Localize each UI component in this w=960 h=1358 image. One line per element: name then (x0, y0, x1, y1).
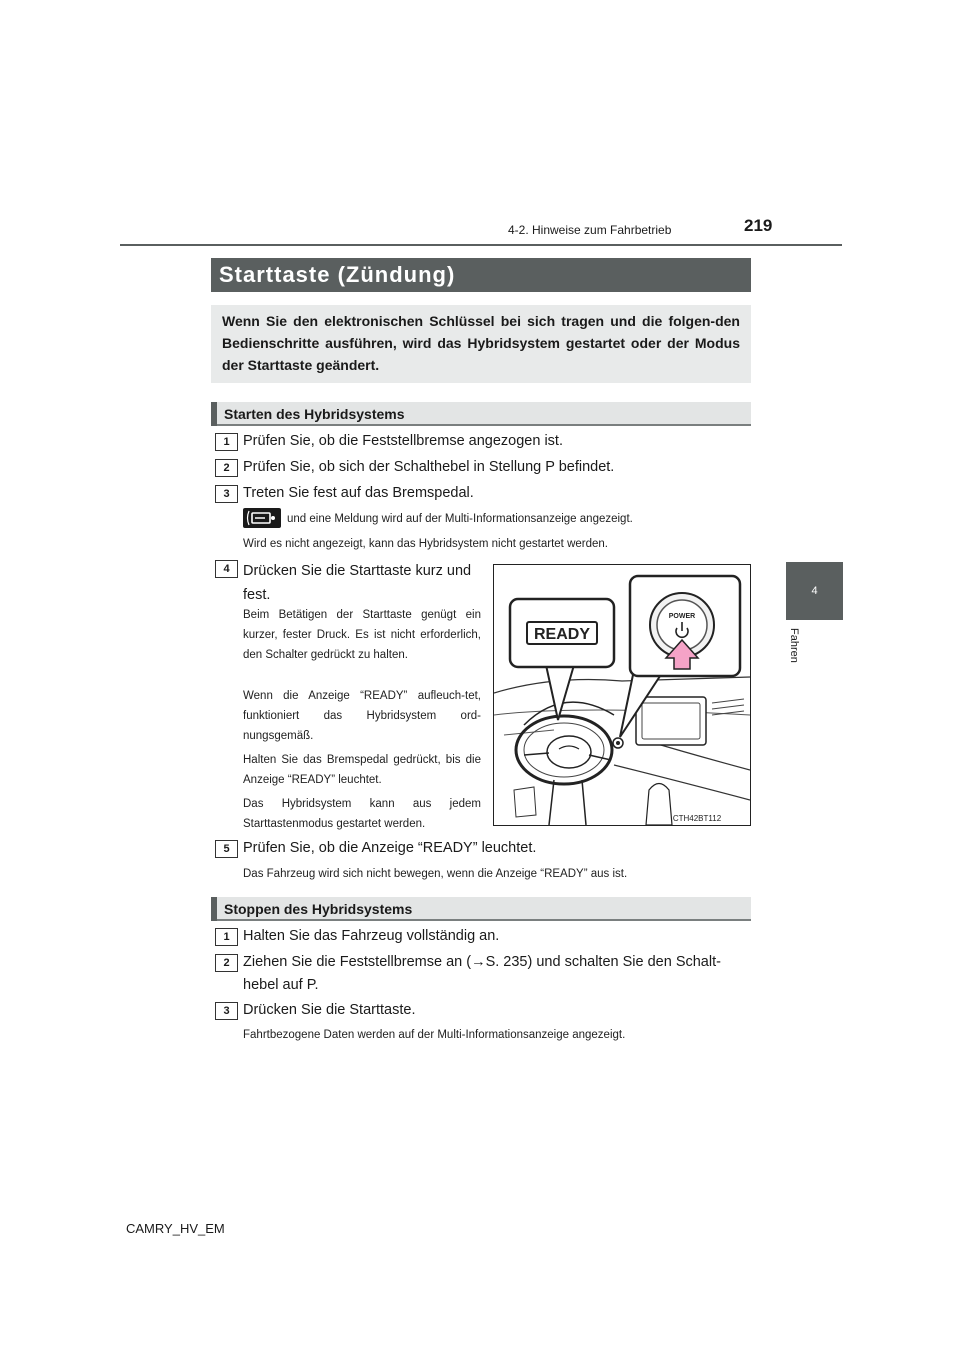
stop-section-heading: Stoppen des Hybridsystems (224, 901, 413, 917)
document-code: CAMRY_HV_EM (126, 1221, 225, 1236)
ready-indicator-label: READY (533, 626, 591, 643)
chapter-tab: 4 (786, 562, 843, 620)
step-number: 3 (215, 485, 238, 503)
page-number: 219 (744, 216, 773, 235)
chapter-name: Fahren (788, 628, 800, 663)
stop-step-3: Drücken Sie die Starttaste. (243, 1002, 416, 1018)
start-step-2: Prüfen Sie, ob sich der Schalthebel in Stellung P befindet. (243, 459, 615, 475)
start-section-heading: Starten des Hybridsystems (224, 406, 405, 422)
start-step-3: Treten Sie fest auf das Bremspedal. (243, 485, 474, 501)
start-section-accent (211, 402, 217, 426)
step-5-note: Das Fahrzeug wird sich nicht bewegen, wenn die Anzeige “READY” aus ist. (243, 868, 628, 880)
step-4-note-2: Wenn die Anzeige “READY” aufleuch-tet, funktioniert das Hybridsystem ord-nungsgemäß. (243, 690, 481, 742)
step-number: 5 (215, 840, 238, 858)
step-3-note-icon: und eine Meldung wird auf der Multi-Informationsanzeige angezeigt. (287, 513, 633, 525)
step-number: 2 (215, 459, 238, 477)
start-step-5: Prüfen Sie, ob die Anzeige “READY” leuchtet. (243, 840, 537, 856)
step-number: 1 (215, 928, 238, 946)
illustration-code: CTH42BT112 (672, 814, 722, 823)
running-header-section: 4-2. Hinweise zum Fahrbetrieb (508, 223, 672, 237)
step-4-note-1: Beim Betätigen der Starttaste genügt ein kurzer, fester Druck. Es ist nicht erforderlich, den Schalter gedrückt zu halten. (243, 609, 481, 661)
step-4-note-3: Halten Sie das Bremspedal gedrückt, bis die Anzeige “READY” leuchtet. (243, 754, 481, 786)
step-number: 4 (215, 560, 238, 578)
dashboard-illustration (493, 564, 751, 826)
step-4-note-4: Das Hybridsystem kann aus jedem Starttastenmodus gestartet werden. (243, 798, 481, 830)
start-step-4: Drücken Sie die Starttaste kurz und fest. (243, 563, 472, 603)
intro-text: Wenn Sie den elektronischen Schlüssel bei sich tragen und die folgen-den Bedienschritte ausführen, wird das Hybridsystem gestartet oder der Modus der Starttaste geändert. (222, 313, 740, 373)
power-button-label: POWER (668, 613, 696, 620)
page-title: Starttaste (Zündung) (219, 262, 456, 287)
stop-step-1: Halten Sie das Fahrzeug vollständig an. (243, 928, 500, 944)
start-step-1: Prüfen Sie, ob die Feststellbremse angezogen ist. (243, 433, 563, 449)
stop-section-accent (211, 897, 217, 921)
header-rule (120, 244, 842, 246)
stop-step-3-note: Fahrtbezogene Daten werden auf der Multi-Informationsanzeige angezeigt. (243, 1029, 626, 1041)
step-number: 1 (215, 433, 238, 451)
step-number: 3 (215, 1002, 238, 1020)
step-3-note: Wird es nicht angezeigt, kann das Hybridsystem nicht gestartet werden. (243, 538, 608, 550)
step-number: 2 (215, 954, 238, 972)
hybrid-system-indicator-icon (243, 508, 281, 528)
stop-step-2: Ziehen Sie die Feststellbremse an (→S. 235) und schalten Sie den Schalt-hebel auf P. (243, 954, 721, 993)
